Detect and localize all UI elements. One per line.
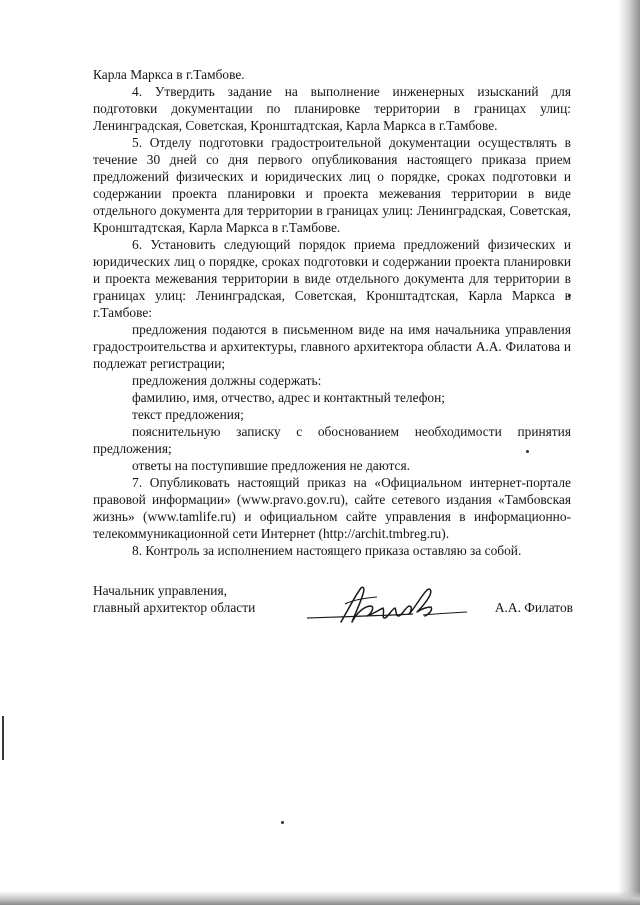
scan-shadow-right [618, 0, 640, 905]
paragraph: предложения должны содержать: [132, 373, 322, 388]
paragraph: фамилию, имя, отчество, адрес и контактный телефон; [132, 390, 445, 405]
paragraph: 5. Отделу подготовки градостроительной документации осуществлять в течение 30 дней со дня первого опубликования настоящего приказа прием предложений физических и юридических лиц о порядке, сроках подготовки и содержании проекта планировки и проекта межевания территории в виде отдельного документа для территории в границах улиц: Ленинградская, Советская, Кронштадтская, Карла Маркса в г.Тамбове. [93, 135, 571, 235]
paragraph: Карла Маркса в г.Тамбове. [93, 67, 245, 82]
document-body [93, 66, 571, 559]
paragraph: 7. Опубликовать настоящий приказ на «Официальном интернет-портале правовой информации» (www.pravo.gov.ru), сайте сетевого издания «Тамбовская жизнь» (www.tamlife.ru) и официальном сайте управления в информационно-телекоммуникационной сети Интернет (http://archit.tmbreg.ru). [93, 475, 571, 541]
paragraph: ответы на поступившие предложения не даются. [132, 458, 410, 473]
paragraph: 8. Контроль за исполнением настоящего приказа оставляю за собой. [132, 543, 522, 558]
signatory-title [93, 582, 255, 616]
scan-artifact-mark [2, 716, 4, 760]
signatory-title-line: главный архитектор области [93, 600, 256, 615]
handwritten-signature-icon [305, 582, 475, 634]
scan-artifact-dot [281, 821, 284, 824]
paragraph: пояснительную записку с обоснованием необходимости принятия предложения; [93, 424, 571, 456]
paragraph: предложения подаются в письменном виде на имя начальника управления градостроительства и архитектуры, главного архитектора области А.А. Филатова и подлежат регистрации; [93, 322, 571, 371]
paragraph: 4. Утвердить задание на выполнение инженерных изысканий для подготовки документации по планировке территории в границах улиц: Ленинградская, Советская, Кронштадтская, Карла Маркса в г.Тамбове. [93, 84, 571, 133]
scan-shadow-bottom [0, 891, 640, 905]
paragraph: 6. Установить следующий порядок приема предложений физических и юридических лиц о порядке, сроках подготовки и содержании проекта планировки и проекта межевания территории в виде отдельного документа для территории в границах улиц: Ленинградская, Советская, Кронштадтская, Карла Маркса в г.Тамбове: [93, 237, 571, 320]
signatory-title-line: Начальник управления, [93, 583, 227, 598]
signatory-name: А.А. Филатов [494, 600, 573, 615]
paragraph: текст предложения; [132, 407, 244, 422]
signature-block [93, 582, 573, 642]
